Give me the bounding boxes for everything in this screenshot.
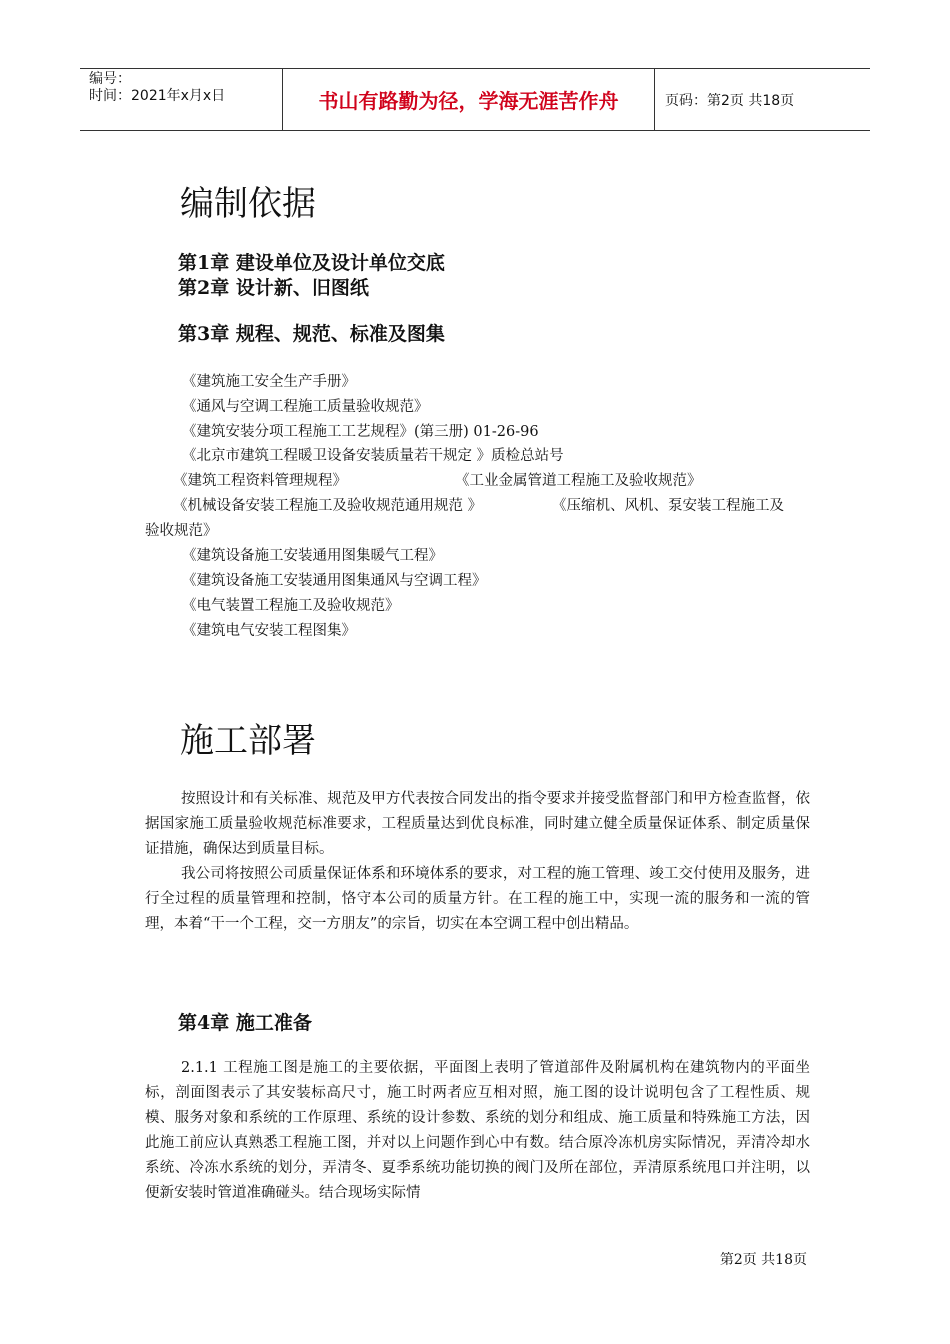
header-page-label: 页码：第2页 共18页 — [665, 92, 795, 109]
header-page-cell — [655, 69, 870, 130]
header-info — [80, 69, 282, 130]
page-header — [80, 68, 870, 131]
reference-item: 《压缩机、风机、泵安装工程施工及 — [552, 498, 784, 514]
reference-item: 《工业金属管道工程施工及验收规范》 — [455, 473, 702, 489]
reference-item: 《北京市建筑工程暖卫设备安装质量若干规定 》质检总站号 — [182, 448, 564, 464]
header-motto: 书山有路勤为径，学海无涯苦作舟 — [318, 89, 619, 113]
section-title-deployment: 施工部署 — [180, 721, 316, 761]
doc-number-label: 编号： — [89, 71, 131, 87]
chapter-1-heading: 第1章 建设单位及设计单位交底 — [178, 252, 445, 274]
paragraph-deployment-2: 我公司将按照公司质量保证体系和环境体系的要求，对工程的施工管理、竣工交付使用及服务，进行全过程的质量管理和控制，恪守本公司的质量方针。在工程的施工中，实现一流的服务和一流的管理，本着“干一个工程，交一方朋友”的宗旨，切实在本空调工程中创出精品。 — [145, 866, 810, 932]
chapter-3-heading: 第3章 规程、规范、标准及图集 — [178, 323, 445, 345]
chapter-4-heading: 第4章 施工准备 — [178, 1012, 312, 1034]
doc-time-label: 时间：2021年x月x日 — [89, 88, 226, 104]
reference-item: 《建筑工程资料管理规程》 — [173, 473, 347, 489]
reference-item: 《电气装置工程施工及验收规范》 — [182, 598, 400, 614]
reference-item: 《建筑设备施工安装通用图集暖气工程》 — [182, 548, 443, 564]
page-footer: 第2页 共18页 — [719, 1252, 807, 1268]
section-title-basis: 编制依据 — [180, 184, 316, 224]
reference-item-continued: 验收规范》 — [145, 523, 218, 539]
reference-item: 《机械设备安装工程施工及验收规范通用规范 》 — [173, 498, 483, 514]
reference-item: 《建筑设备施工安装通用图集通风与空调工程》 — [182, 573, 487, 589]
header-motto-cell — [282, 69, 655, 130]
paragraph-deployment-1: 按照设计和有关标准、规范及甲方代表按合同发出的指令要求并接受监督部门和甲方检查监督，依据国家施工质量验收规范标准要求，工程质量达到优良标准，同时建立健全质量保证体系、制定质量保证措施，确保达到质量目标。 — [145, 791, 810, 857]
reference-item: 《通风与空调工程施工质量验收规范》 — [182, 399, 429, 415]
paragraph-preparation: 2.1.1 工程施工图是施工的主要依据，平面图上表明了管道部件及附属机构在建筑物内的平面坐标，剖面图表示了其安装标高尺寸，施工时两者应互相对照，施工图的设计说明包含了工程性质、规模、服务对象和系统的工作原理、系统的设计参数、系统的划分和组成、施工质量和特殊施工方法，因此施工前应认真熟悉工程施工图，并对以上问题作到心中有数。结合原冷冻机房实际情况，弄清冷却水系统、冷冻水系统的划分，弄清冬、夏季系统功能切换的阀门及所在部位，弄清原系统甩口并注明，以便新安装时管道准确碰头。结合现场实际情 — [145, 1060, 810, 1201]
reference-item: 《建筑安装分项工程施工工艺规程》(第三册) 01-26-96 — [182, 424, 539, 440]
chapter-2-heading: 第2章 设计新、旧图纸 — [178, 277, 369, 299]
reference-item: 《建筑施工安全生产手册》 — [182, 374, 356, 390]
reference-item: 《建筑电气安装工程图集》 — [182, 623, 356, 639]
